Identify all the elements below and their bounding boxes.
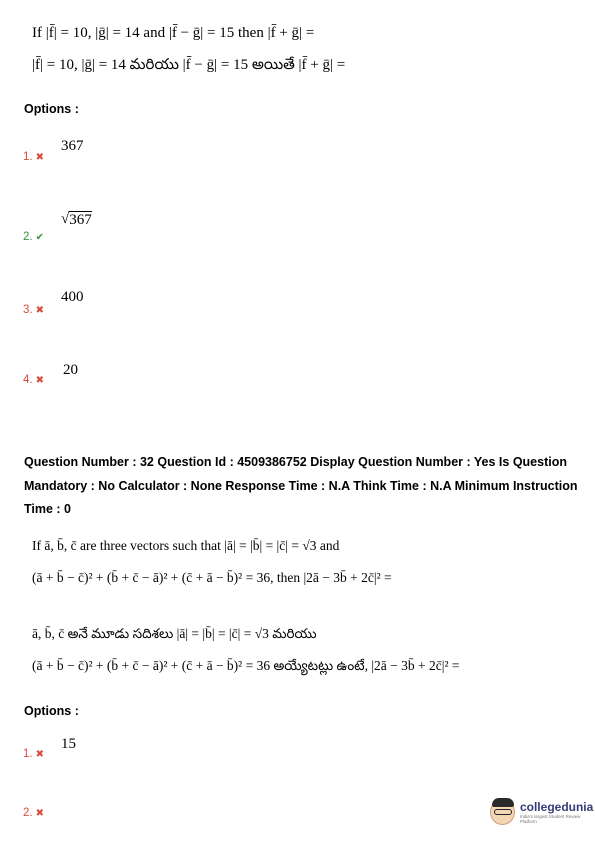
meta-line-1: Question Number : 32 Question Id : 4509386752 Display Question Number : Yes Is Question bbox=[24, 455, 567, 469]
option-number: 4. bbox=[23, 374, 33, 386]
q2-telugu-line-1: ā, b̄, c̄ అనే మూడు సదిశలు |ā| = |b̄| = |c̄| = √3 మరియు bbox=[32, 626, 317, 641]
collegedunia-logo bbox=[490, 799, 595, 825]
option-2-value bbox=[61, 211, 92, 228]
q2-option-1-number bbox=[23, 748, 44, 760]
sqrt-expression bbox=[61, 211, 92, 228]
check-icon: ✔ bbox=[35, 232, 44, 243]
option-1-value: 367 bbox=[61, 138, 84, 154]
cross-icon: ✖ bbox=[35, 749, 44, 760]
q2-option-2-number bbox=[23, 807, 44, 819]
logo-tagline: India's largest Student Review Platform bbox=[519, 814, 581, 824]
mascot-icon bbox=[490, 799, 515, 825]
logo-name: collegedunia bbox=[519, 800, 594, 814]
option-number: 2. bbox=[23, 807, 33, 819]
q1-english-text: If |f̄| = 10, |ḡ| = 14 and |f̄ − ḡ| = 15 then |f̄ + ḡ| = bbox=[32, 25, 315, 41]
cross-icon: ✖ bbox=[35, 808, 44, 819]
q2-english-line-2: (ā + b̄ − c̄)² + (b̄ + c̄ − ā)² + (c̄ + ā − b̄)² = 36, then |2ā − 3b̄ + 2c̄|² = bbox=[32, 570, 392, 585]
cross-icon: ✖ bbox=[35, 152, 44, 163]
question-meta bbox=[24, 451, 584, 522]
options-title-2: Options : bbox=[24, 704, 79, 718]
radicand: 367 bbox=[69, 212, 92, 228]
option-4-number bbox=[23, 374, 44, 386]
option-number: 3. bbox=[23, 304, 33, 316]
option-4-value: 20 bbox=[63, 362, 78, 378]
meta-line-3: Time : 0 bbox=[24, 502, 72, 516]
q2-option-1-value: 15 bbox=[61, 736, 76, 752]
option-number: 2. bbox=[23, 231, 33, 243]
q1-telugu-text: |f̄| = 10, |ḡ| = 14 మరియు |f̄ − ḡ| = 15 అయితే |f̄ + ḡ| = bbox=[32, 57, 346, 73]
q2-english-line-1: If ā, b̄, c̄ are three vectors such that |ā| = |b̄| = |c̄| = √3 and bbox=[32, 538, 340, 553]
options-title: Options : bbox=[24, 102, 79, 116]
cross-icon: ✖ bbox=[35, 305, 44, 316]
q2-telugu-line-2: (ā + b̄ − c̄)² + (b̄ + c̄ − ā)² + (c̄ + ā − b̄)² = 36 అయ్యేటట్లు ఉంటే, |2ā − 3b̄ + 2c̄|² = bbox=[32, 658, 460, 673]
radical-sign: √ bbox=[61, 211, 70, 227]
option-number: 1. bbox=[23, 748, 33, 760]
cross-icon: ✖ bbox=[35, 375, 44, 386]
option-3-value: 400 bbox=[61, 289, 84, 305]
meta-line-2: Mandatory : No Calculator : None Response Time : N.A Think Time : N.A Minimum Instruction bbox=[24, 478, 578, 493]
option-3-number bbox=[23, 304, 44, 316]
option-number: 1. bbox=[23, 151, 33, 163]
option-2-number bbox=[23, 231, 44, 243]
option-1-number bbox=[23, 151, 44, 163]
